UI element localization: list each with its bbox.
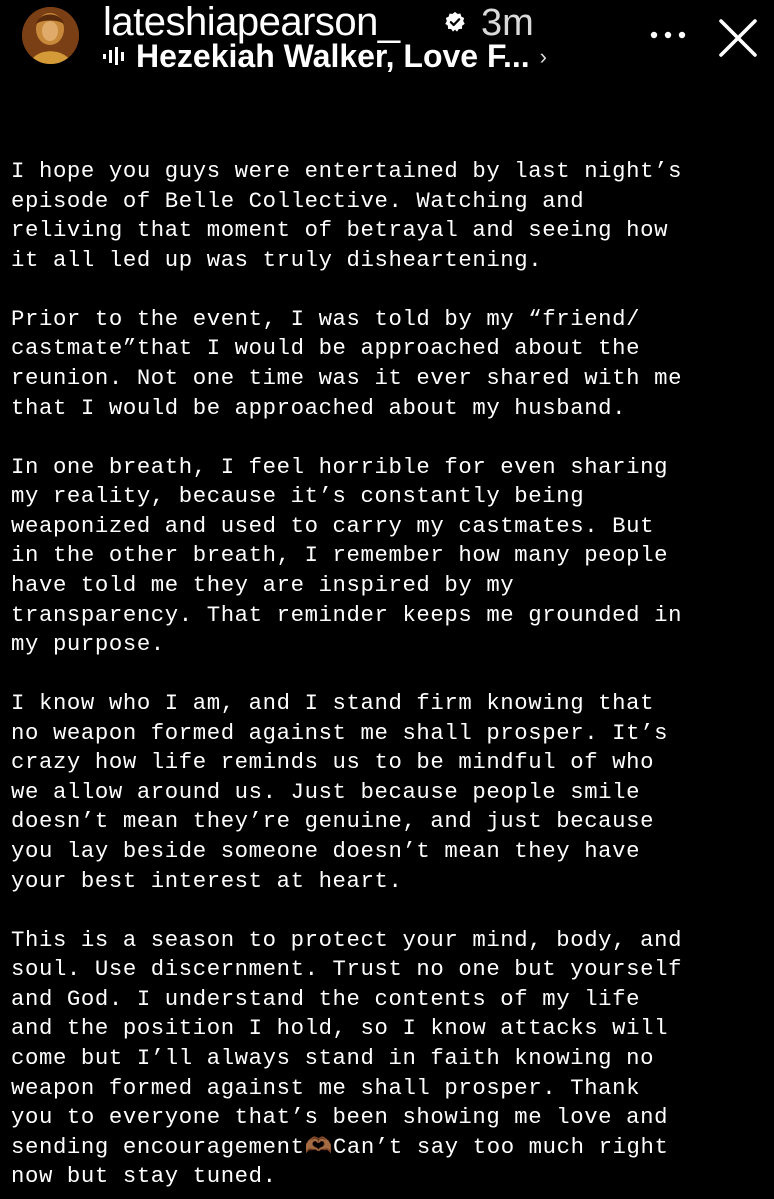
post-time: 3m [481, 2, 534, 44]
audio-bars-icon [102, 46, 126, 66]
music-title: Hezekiah Walker, Love F... [136, 38, 530, 74]
story-paragraph: This is a season to protect your mind, body, and soul. Use discernment. Trust no one but yourself and God. I understand the contents of my life and the position I hold, so I know attacks will come but I’ll always stand in faith knowing no weapon formed against me shall prosper. Thank you to everyone that’s been showing me love and sending encouragement🫶🏾Can’t say too much right now but stay tuned. [11, 926, 683, 1190]
close-icon[interactable] [717, 17, 759, 59]
chevron-right-icon: › [539, 44, 547, 69]
story-paragraph: I know who I am, and I stand firm knowing that no weapon formed against me shall prosper. It’s crazy how life reminds us to be mindful of who we allow around us. Just because people smile doesn’t mean they’re genuine, and just because you lay beside someone doesn’t mean they have your best interest at heart. [11, 690, 669, 894]
avatar[interactable] [22, 7, 79, 64]
avatar-photo [22, 7, 79, 64]
story-header [0, 0, 774, 80]
more-horizontal-icon[interactable] [648, 22, 688, 48]
story-paragraph: Prior to the event, I was told by my “friend/ castmate”that I would be approached about the reunion. Not one time was it ever shared with me that I would be approached about my husband. [11, 305, 683, 421]
story-paragraph: I hope you guys were entertained by last night’s episode of Belle Collective. Watching and reliving that moment of betrayal and seeing how it all led up was truly disheartening. [11, 158, 683, 273]
verified-badge-icon [444, 11, 466, 33]
story-text [11, 157, 771, 1192]
story-paragraph: In one breath, I feel horrible for even sharing my reality, because it’s constantly being weaponized and used to carry my castmates. But in the other breath, I remember how many people have told me they are inspired by my transparency. That reminder keeps me grounded in my purpose. [11, 453, 683, 658]
music-attribution[interactable] [102, 36, 547, 76]
username[interactable]: lateshiapearson_ [103, 0, 400, 44]
